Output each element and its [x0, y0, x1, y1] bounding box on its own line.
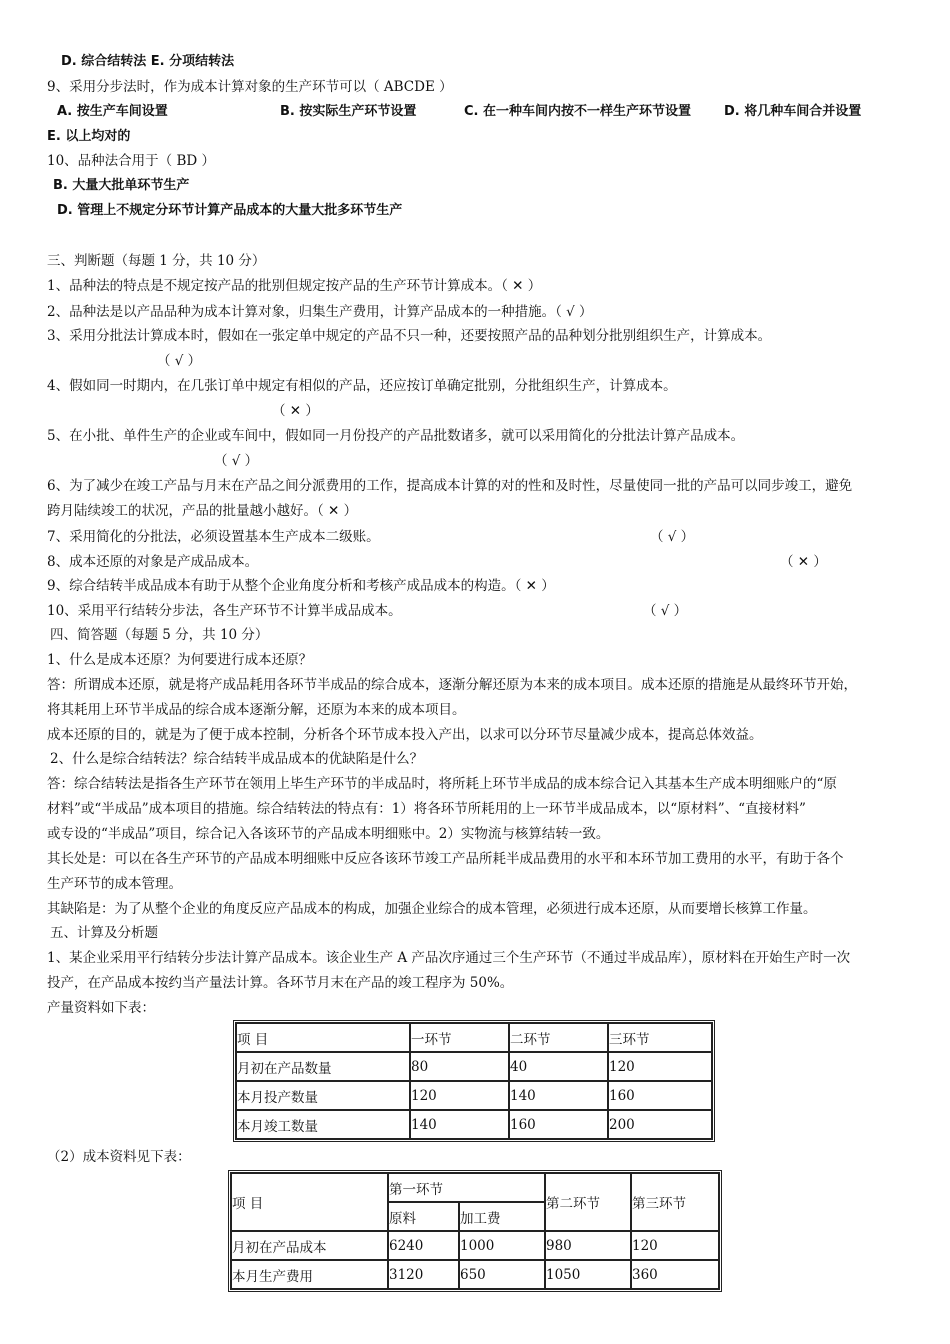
table-cell: 40 — [509, 1052, 608, 1081]
calc-q1-2: 投产，在产品成本按约当产量法计算。各环节月末在产品的竣工程序为 50%。 — [47, 975, 514, 991]
table-row — [236, 1052, 712, 1081]
table-cell: 140 — [410, 1110, 509, 1139]
sa-a2-5: 生产环节的成本管理。 — [47, 876, 182, 892]
sa-a1-2: 将其耗用上环节半成品的综合成本逐渐分解，还原为本来的成本项目。 — [47, 702, 466, 718]
sa-a1-3: 成本还原的目的，就是为了便于成本控制，分析各个环节成本投入产出，以求可以分环节尽量减少成本，提高总体效益。 — [47, 727, 763, 743]
table-cell: 本月投产数量 — [236, 1081, 410, 1110]
sa-a2-1: 答：综合结转法是指各生产环节在领用上毕生产环节的半成品时，将所耗上环节半成品的成本综合记入其基本生产成本明细账户的“原 — [47, 776, 837, 792]
tf-1: 1、品种法的特点是不规定按产品的批别但规定按产品的生产环节计算成本。（ ✕ ） — [47, 278, 542, 294]
table-cell: 120 — [608, 1052, 712, 1081]
table-header-cell: 一环节 — [410, 1023, 509, 1052]
cost-table — [228, 1170, 722, 1292]
output-table — [233, 1020, 715, 1142]
table-row — [231, 1260, 719, 1289]
table-cell: 120 — [410, 1081, 509, 1110]
d-e-options: D. 综合结转法 E. 分项结转法 — [61, 54, 235, 69]
table-cell: 月初在产品成本 — [231, 1231, 388, 1260]
section-5-title: 五、计算及分析题 — [50, 925, 158, 941]
table-cell: 3120 — [388, 1260, 459, 1289]
q9-option-e: E. 以上均对的 — [47, 129, 131, 144]
table-row — [236, 1081, 712, 1110]
tf-4: 4、假如同一时期内，在几张订单中规定有相似的产品，还应按订单确定批别，分批组织生产，计算成本。 — [47, 378, 677, 394]
section-4-title: 四、简答题（每题 5 分，共 10 分） — [50, 627, 269, 643]
tf-7: 7、采用简化的分批法，必须设置基本生产成本二级账。 — [47, 529, 380, 545]
tf-5: 5、在小批、单件生产的企业或车间中，假如同一月份投产的产品批数诸多，就可以采用简化的分批法计算产品成本。 — [47, 428, 745, 444]
sa-q1: 1、什么是成本还原？为何要进行成本还原？ — [47, 652, 313, 668]
q9-option-b: B. 按实际生产环节设置 — [280, 104, 417, 119]
table-header-cell: 第二环节 — [545, 1173, 631, 1231]
sa-q2: 2、什么是综合结转法？综合结转半成品成本的优缺陷是什么？ — [50, 751, 424, 767]
tf-4-mark: （ ✕ ） — [272, 403, 319, 419]
q9-line: 9、采用分步法时，作为成本计算对象的生产环节可以（ ABCDE ） — [47, 79, 453, 95]
table-header-cell: 三环节 — [608, 1023, 712, 1052]
tf-3-mark: （ √ ） — [157, 353, 202, 369]
tf-8-mark: （ ✕ ） — [780, 554, 827, 570]
table-row — [236, 1110, 712, 1139]
tf-5-mark: （ √ ） — [214, 453, 259, 469]
tf-6: 6、为了减少在竣工产品与月末在产品之间分派费用的工作，提高成本计算的对的性和及时性，尽量使同一批的产品可以同步竣工，避免 — [47, 478, 853, 494]
table-header-row — [236, 1023, 712, 1052]
table-header-row — [231, 1173, 719, 1202]
table-header-cell: 加工费 — [459, 1202, 545, 1231]
tf-8: 8、成本还原的对象是产成品成本。 — [47, 554, 259, 570]
sa-a2-3: 或专设的“半成品”项目，综合记入各该环节的产品成本明细账中。2）实物流与核算结转一致。 — [47, 826, 610, 842]
sa-a1-1: 答：所谓成本还原，就是将产成品耗用各环节半成品的综合成本，逐渐分解还原为本来的成本项目。成本还原的措施是从最终环节开始， — [47, 677, 857, 693]
table-header-cell: 第一环节 — [388, 1173, 545, 1202]
table-header-cell: 项 目 — [236, 1023, 410, 1052]
q9-option-d: D. 将几种车间合并设置 — [724, 104, 862, 119]
table-cell: 160 — [509, 1110, 608, 1139]
table-cell: 80 — [410, 1052, 509, 1081]
table-header-cell: 二环节 — [509, 1023, 608, 1052]
tf-7-mark: （ √ ） — [650, 529, 695, 545]
tf-9: 9、综合结转半成品成本有助于从整个企业角度分析和考核产成品成本的构造。（ ✕ ） — [47, 578, 555, 594]
q9-option-a: A. 按生产车间设置 — [57, 104, 168, 119]
tf-10-mark: （ √ ） — [643, 603, 688, 619]
table-cell: 6240 — [388, 1231, 459, 1260]
table-cell: 200 — [608, 1110, 712, 1139]
table-cell: 本月竣工数量 — [236, 1110, 410, 1139]
q10-option-d: D. 管理上不规定分环节计算产品成本的大量大批多环节生产 — [57, 203, 403, 218]
tf-3: 3、采用分批法计算成本时，假如在一张定单中规定的产品不只一种，还要按照产品的品种划分批别组织生产，计算成本。 — [47, 328, 772, 344]
output-table-caption: 产量资料如下表： — [47, 1000, 155, 1016]
table-cell: 360 — [631, 1260, 719, 1289]
cost-table-caption: （2）成本资料见下表： — [47, 1149, 191, 1165]
table-header-cell: 原料 — [388, 1202, 459, 1231]
table-cell: 650 — [459, 1260, 545, 1289]
table-row — [231, 1231, 719, 1260]
table-cell: 120 — [631, 1231, 719, 1260]
table-cell: 月初在产品数量 — [236, 1052, 410, 1081]
tf-6-cont: 跨月陆续竣工的状况，产品的批量越小越好。（ ✕ ） — [47, 503, 358, 519]
calc-q1-1: 1、某企业采用平行结转分步法计算产品成本。该企业生产 A 产品次序通过三个生产环节（不通过半成品库），原材料在开始生产时一次 — [47, 950, 851, 966]
sa-a2-2: 材料”或“半成品”成本项目的措施。综合结转法的特点有：1）将各环节所耗用的上一环节半成品成本，以“原材料”、“直接材料” — [47, 801, 806, 817]
table-cell: 140 — [509, 1081, 608, 1110]
tf-2: 2、品种法是以产品品种为成本计算对象，归集生产费用，计算产品成本的一种措施。（ √ ） — [47, 304, 593, 320]
q10-option-b: B. 大量大批单环节生产 — [53, 178, 190, 193]
q10-line: 10、品种法合用于（ BD ） — [47, 153, 216, 169]
q9-option-c: C. 在一种车间内按不一样生产环节设置 — [464, 104, 692, 119]
section-3-title: 三、判断题（每题 1 分，共 10 分） — [47, 253, 266, 269]
table-header-cell: 项 目 — [231, 1173, 388, 1231]
tf-10: 10、采用平行结转分步法，各生产环节不计算半成品成本。 — [47, 603, 402, 619]
sa-a2-6: 其缺陷是：为了从整个企业的角度反应产品成本的构成，加强企业综合的成本管理，必须进行成本还原，从而要增长核算工作量。 — [47, 901, 817, 917]
table-cell: 160 — [608, 1081, 712, 1110]
sa-a2-4: 其长处是：可以在各生产环节的产品成本明细账中反应各该环节竣工产品所耗半成品费用的水平和本环节加工费用的水平，有助于各个 — [47, 851, 844, 867]
table-cell: 980 — [545, 1231, 631, 1260]
table-cell: 1000 — [459, 1231, 545, 1260]
table-header-cell: 第三环节 — [631, 1173, 719, 1231]
table-cell: 本月生产费用 — [231, 1260, 388, 1289]
table-cell: 1050 — [545, 1260, 631, 1289]
